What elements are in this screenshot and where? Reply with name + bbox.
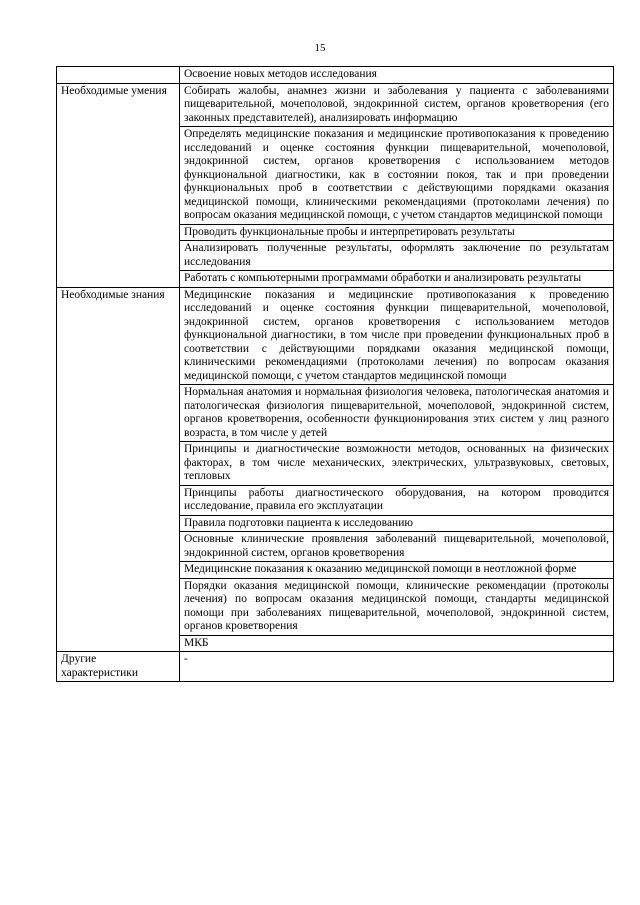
table-row — [57, 83, 614, 127]
table-cell: Принципы и диагностические возможности методов, основанных на физических факторах, в том числе механических, электрических, ультразвуковых, световых, тепловых — [180, 442, 614, 486]
row-label-other: Другие характеристики — [57, 652, 180, 682]
table-cell: Работать с компьютерными программами обработки и анализировать результаты — [180, 271, 614, 288]
table-cell: Анализировать полученные результаты, оформлять заключение по результатам исследования — [180, 241, 614, 271]
row-label-skills: Необходимые умения — [57, 83, 180, 287]
table-cell: Основные клинические проявления заболеваний пищеварительной, мочеполовой, эндокринной систем, органов кроветворения — [180, 532, 614, 562]
table-cell: - — [180, 652, 614, 682]
table-row — [57, 67, 614, 84]
table-cell: Проводить функциональные пробы и интерпретировать результаты — [180, 224, 614, 241]
requirements-table — [56, 66, 614, 682]
table-cell: Порядки оказания медицинской помощи, клинические рекомендации (протоколы лечения) по вопросам оказания медицинской помощи, стандарты медицинской помощи при заболеваниях пищеварительной, мочеполовой, эндокринной систем, органов кроветворения — [180, 578, 614, 635]
page-number: 15 — [314, 42, 326, 54]
table-row — [57, 652, 614, 682]
table-cell: Определять медицинские показания и медицинские противопоказания к проведению исследований и оценке состояния функции пищеварительной, мочеполовой, эндокринной систем, органов кроветворения с использованием методов функциональной диагностики, как в состоянии покоя, так и при проведении функциональных проб в соответствии с действующими порядками оказания медицинской помощи, клиническими рекомендациями (протоколами лечения) по вопросам оказания медицинской помощи, с учетом стандартов медицинской помощи — [180, 127, 614, 225]
row-label-knowledge: Необходимые знания — [57, 287, 180, 652]
table-cell: Принципы работы диагностического оборудования, на котором проводится исследование, правила его эксплуатации — [180, 485, 614, 515]
table-cell: Освоение новых методов исследования — [180, 67, 614, 84]
table-cell: Нормальная анатомия и нормальная физиология человека, патологическая анатомия и патологическая физиология пищеварительной, мочеполовой, эндокринной систем, органов кроветворения, особенности функционирования этих систем у лиц разного возраста, в том числе у детей — [180, 385, 614, 442]
table-cell: Медицинские показания к оказанию медицинской помощи в неотложной форме — [180, 562, 614, 579]
table-cell: Медицинские показания и медицинские противопоказания к проведению исследований и оценке состояния функции пищеварительной, мочеполовой, эндокринной систем, органов кроветворения с использованием методов функциональной диагностики, в том числе при проведении функциональных проб в соответствии с действующими порядками оказания медицинской помощи, клиническими рекомендациями (протоколами лечения) по вопросам оказания медицинской помощи, с учетом стандартов медицинской помощи — [180, 287, 614, 385]
table-cell: Правила подготовки пациента к исследованию — [180, 515, 614, 532]
table-cell: МКБ — [180, 635, 614, 652]
row-label-empty — [57, 67, 180, 84]
table-cell: Собирать жалобы, анамнез жизни и заболевания у пациента с заболеваниями пищеварительной, мочеполовой, эндокринной систем, органов кроветворения (его законных представителей), анализировать информацию — [180, 83, 614, 127]
table-row — [57, 287, 614, 385]
